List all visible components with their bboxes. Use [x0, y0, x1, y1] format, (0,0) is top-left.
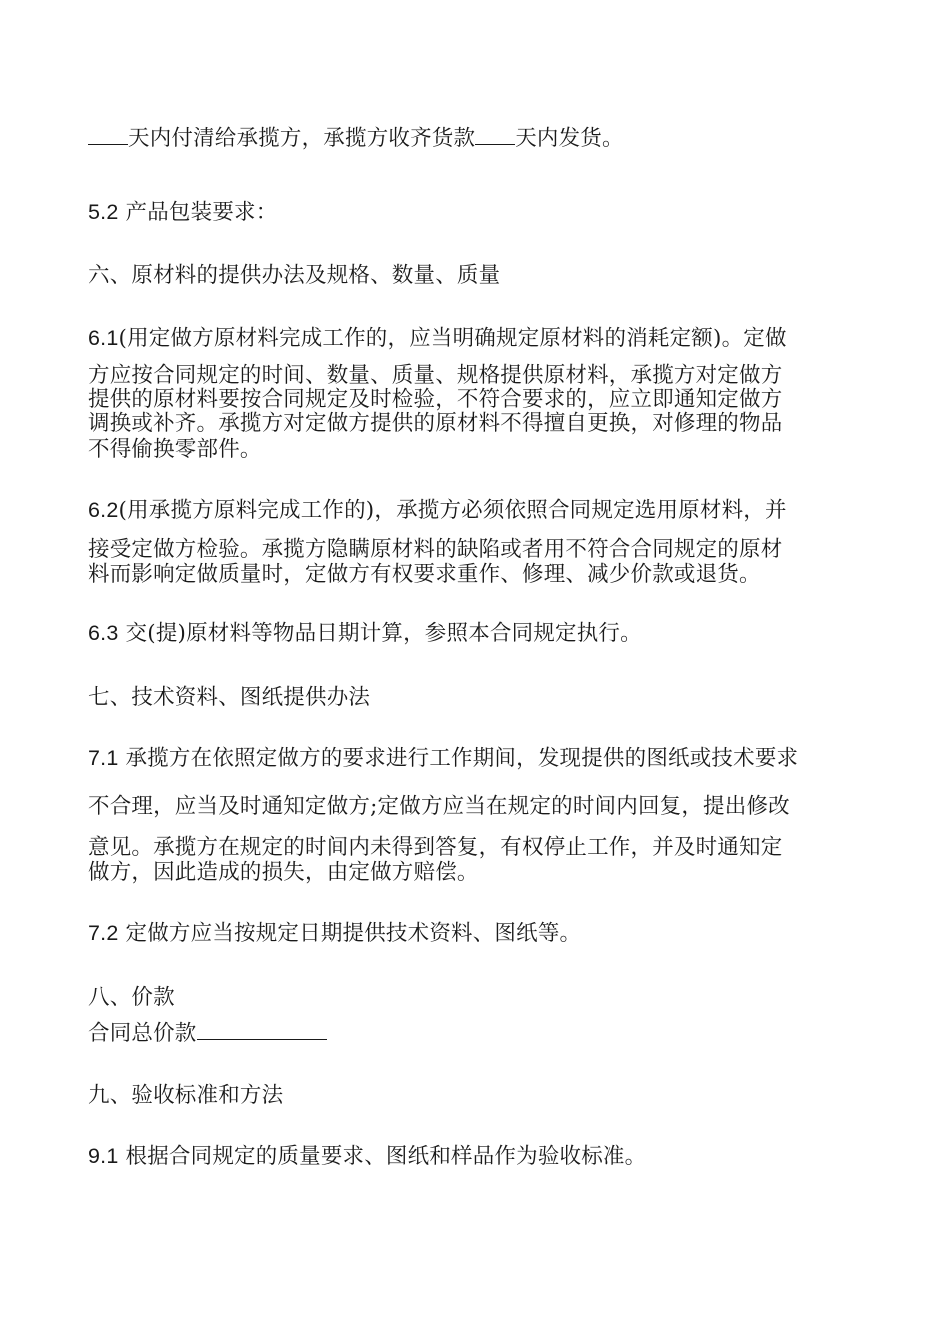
clause-5-2: 5.2 产品包装要求： — [88, 200, 278, 225]
blank-field — [88, 124, 128, 145]
clause-number: 5.2 — [88, 200, 119, 224]
clause-6-1-line-5: 不得偷换零部件。 — [88, 437, 262, 462]
payment-terms-line: 天内付清给承揽方，承揽方收齐货款 天内发货。 — [88, 124, 866, 152]
clause-number: 7.1 — [88, 746, 119, 770]
clause-6-1-line-4: 调换或补齐。承揽方对定做方提供的原材料不得擅自更换，对修理的物品 — [88, 411, 783, 436]
clause-6-1-line-1: 6.1(用定做方原材料完成工作的，应当明确规定原材料的消耗定额)。定做 — [88, 326, 787, 351]
clause-number: 6.3 — [88, 621, 119, 645]
total-price-line — [88, 1019, 866, 1047]
clause-7-1-line-2: 不合理，应当及时通知定做方;定做方应当在规定的时间内回复，提出修改 — [88, 794, 790, 819]
section-heading-6: 六、原材料的提供办法及规格、数量、质量 — [88, 263, 501, 288]
clause-number: 7.2 — [88, 921, 119, 945]
blank-field — [197, 1019, 327, 1040]
clause-6-1-line-2: 方应按合同规定的时间、数量、质量、规格提供原材料，承揽方对定做方 — [88, 363, 783, 388]
clause-7-1-line-3: 意见。承揽方在规定的时间内未得到答复，有权停止工作，并及时通知定 — [88, 835, 783, 860]
clause-6-1-line-3: 提供的原材料要按合同规定及时检验，不符合要求的，应立即通知定做方 — [88, 387, 783, 412]
clause-7-1-line-4: 做方，因此造成的损失，由定做方赔偿。 — [88, 860, 479, 885]
blank-field — [475, 124, 515, 145]
clause-6-2-line-3: 料而影响定做质量时，定做方有权要求重作、修理、减少价款或退货。 — [88, 562, 761, 587]
clause-6-3: 6.3 交(提)原材料等物品日期计算，参照本合同规定执行。 — [88, 621, 642, 646]
clause-6-2-line-1: 6.2(用承揽方原料完成工作的)，承揽方必须依照合同规定选用原材料，并 — [88, 498, 787, 523]
clause-7-1-line-1: 7.1 承揽方在依照定做方的要求进行工作期间，发现提供的图纸或技术要求 — [88, 746, 799, 771]
section-heading-8: 八、价款 — [88, 985, 175, 1010]
section-heading-9: 九、验收标准和方法 — [88, 1083, 284, 1108]
clause-9-1: 9.1 根据合同规定的质量要求、图纸和样品作为验收标准。 — [88, 1144, 647, 1169]
clause-7-2: 7.2 定做方应当按规定日期提供技术资料、图纸等。 — [88, 921, 582, 946]
section-heading-7: 七、技术资料、图纸提供办法 — [88, 685, 371, 710]
clause-number: 9.1 — [88, 1144, 119, 1168]
clause-number: 6.1 — [88, 326, 119, 350]
clause-6-2-line-2: 接受定做方检验。承揽方隐瞒原材料的缺陷或者用不符合合同规定的原材 — [88, 537, 783, 562]
total-price-label: 合同总价款 — [88, 1021, 197, 1046]
clause-number: 6.2 — [88, 498, 119, 522]
